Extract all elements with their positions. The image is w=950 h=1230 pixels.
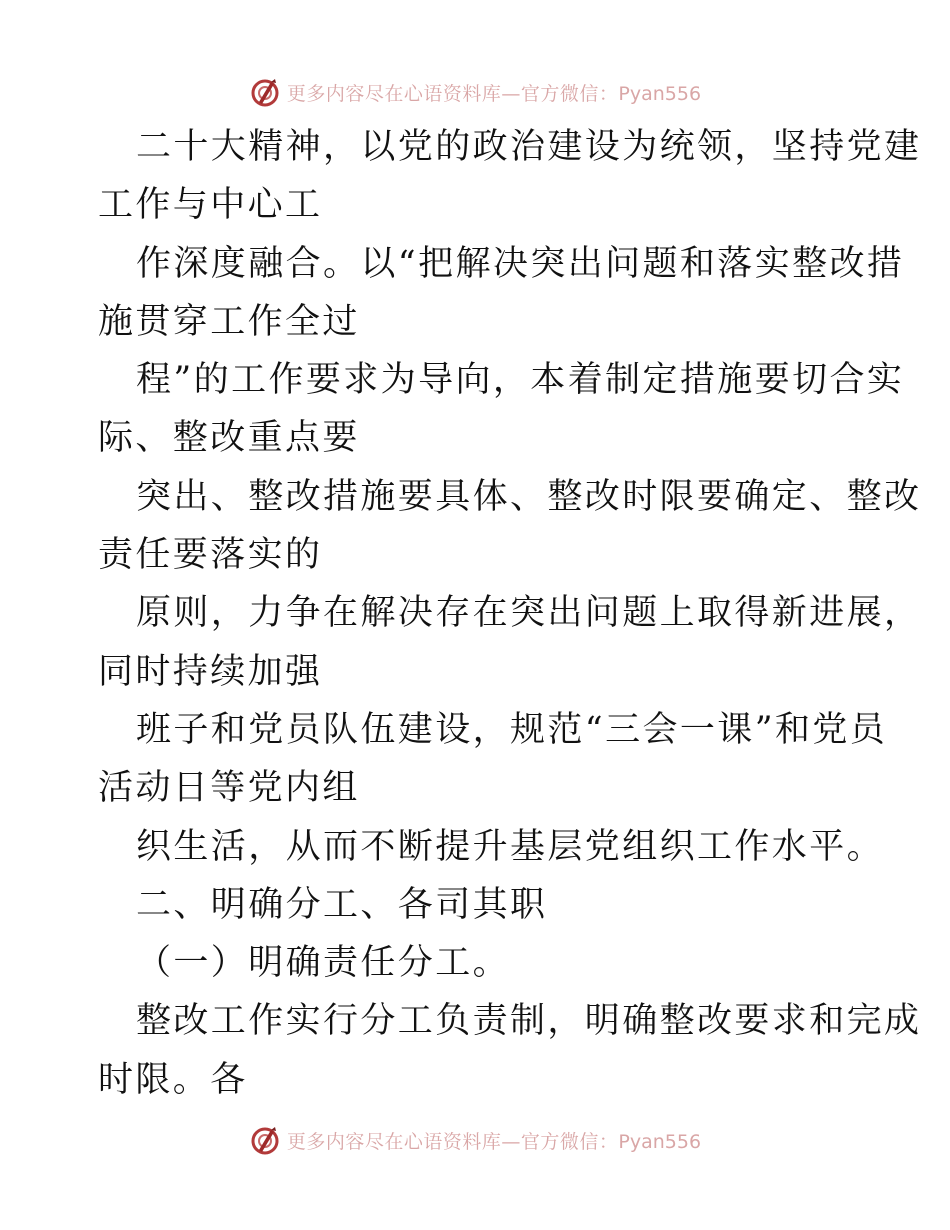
text-line: 二十大精神，以党的政治建设为统领，坚持党建 [136, 127, 922, 167]
text-line: 班子和党员队伍建设，规范“三会一课”和党员 [136, 709, 888, 750]
watermark-text: 更多内容尽在心语资料库—官方微信：Pyan556 [286, 1130, 702, 1153]
text-line: 整改工作实行分工负责制，明确整改要求和完成 [136, 1001, 922, 1042]
text-line: 施贯穿工作全过 [98, 301, 360, 342]
text-line: 工作与中心工 [98, 185, 323, 226]
header-watermark [0, 72, 950, 112]
text-line: 织生活，从而不断提升基层党组织工作水平。 [136, 826, 885, 867]
section-heading: 二、明确分工、各司其职 [136, 884, 548, 925]
document-body [98, 118, 922, 1109]
text-line: 程”的工作要求为导向，本着制定措施要切合实 [136, 360, 905, 401]
text-line: 作深度融合。以“把解决突出问题和落实整改措 [136, 243, 905, 284]
text-line: 同时持续加强 [98, 651, 323, 692]
watermark-text: 更多内容尽在心语资料库—官方微信：Pyan556 [286, 82, 702, 105]
text-line: 时限。各 [98, 1059, 248, 1100]
text-line: 责任要落实的 [98, 535, 323, 576]
text-line: 突出、整改措施要具体、整改时限要确定、整改 [136, 476, 922, 517]
text-line: 活动日等党内组 [98, 768, 360, 809]
subsection-heading: （一）明确责任分工。 [136, 943, 511, 984]
text-line: 际、整改重点要 [98, 418, 360, 459]
watermark-logo-icon [249, 1124, 281, 1156]
text-line: 原则，力争在解决存在突出问题上取得新进展， [136, 593, 922, 634]
watermark-logo-icon [249, 76, 281, 108]
footer-watermark [0, 1120, 950, 1160]
